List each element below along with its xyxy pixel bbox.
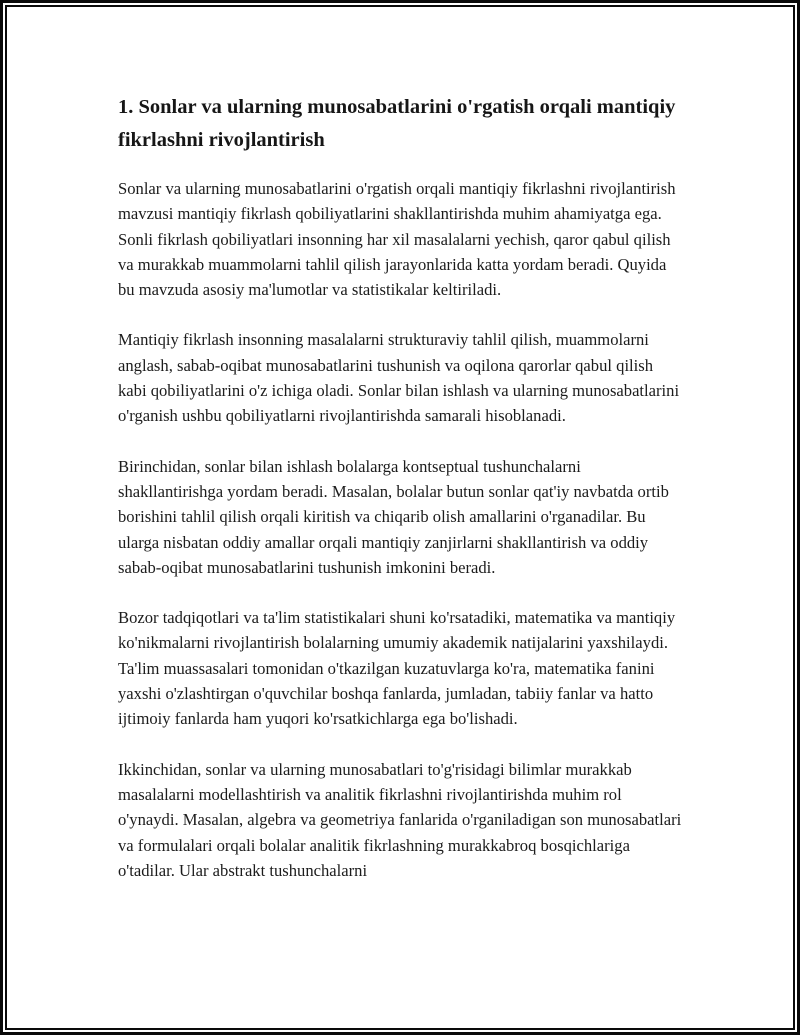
document-paragraph-2: Mantiqiy fikrlash insonning masalalarni strukturaviy tahlil qilish, muammolarni anglash, sabab-oqibat munosabatlarini tushunish va oqilona qarorlar qabul qilish kabi qobiliyatlarini o'z ichiga oladi. Sonlar bilan ishlash va ularning munosabatlarini o'rganish ushbu qobiliyatlarni rivojlantirishda samarali hisoblanadi.	[118, 330, 680, 426]
document-title: 1. Sonlar va ularning munosabatlarini o'rgatish orqali mantiqiy fikrlashni rivojlantirish	[118, 96, 676, 151]
document-paragraph-4: Bozor tadqiqotlari va ta'lim statistikalari shuni ko'rsatadiki, matematika va mantiqiy ko'nikmalarni rivojlantirish bolalarning umumiy akademik natijalarini yaxshilaydi. Ta'lim muassasalari tomonidan o'tkazilgan kuzatuvlarga ko'ra, matematika fanini yaxshi o'zlashtirgan o'quvchilar boshqa fanlarda, jumladan, tabiiy fanlar va hatto ijtimoiy fanlarda ham yuqori ko'rsatkichlarga ega bo'lishadi.	[118, 608, 676, 729]
document-paragraph-5: Ikkinchidan, sonlar va ularning munosabatlari to'g'risidagi bilimlar murakkab masalalarni modellashtirish va analitik fikrlashni rivojlantirishda muhim rol o'ynaydi. Masalan, algebra va geometriya fanlarida o'rganiladigan son munosabatlari va formulalari orqali bolalar analitik fikrlashning murakkabroq bosqichlariga o'tadilar. Ular abstrakt tushunchalarni	[118, 759, 682, 880]
document-page	[5, 5, 795, 1030]
document-paragraph-1: Sonlar va ularning munosabatlarini o'rgatish orqali mantiqiy fikrlashni rivojlantirish mavzusi mantiqiy fikrlash qobiliyatlarini shakllantirishda muhim ahamiyatga ega. Sonli fikrlash qobiliyatlari insonning har xil masalalarni yechish, qaror qabul qilish va murakkab muammolarni tahlil qilish jarayonlarida katta yordam beradi. Quyida bu mavzuda asosiy ma'lumotlar va statistikalar keltiriladi.	[118, 179, 676, 300]
document-paragraph-3: Birinchidan, sonlar bilan ishlash bolalarga kontseptual tushunchalarni shakllantirishga yordam beradi. Masalan, bolalar butun sonlar qat'iy navbatda ortib borishini tahlil qilish orqali kiritish va chiqarib olish amallarini o'rganadilar. Bu ularga nisbatan oddiy amallar orqali mantiqiy zanjirlarni shakllantirish va oddiy sabab-oqibat munosabatlarini tushunish imkonini beradi.	[118, 456, 669, 577]
